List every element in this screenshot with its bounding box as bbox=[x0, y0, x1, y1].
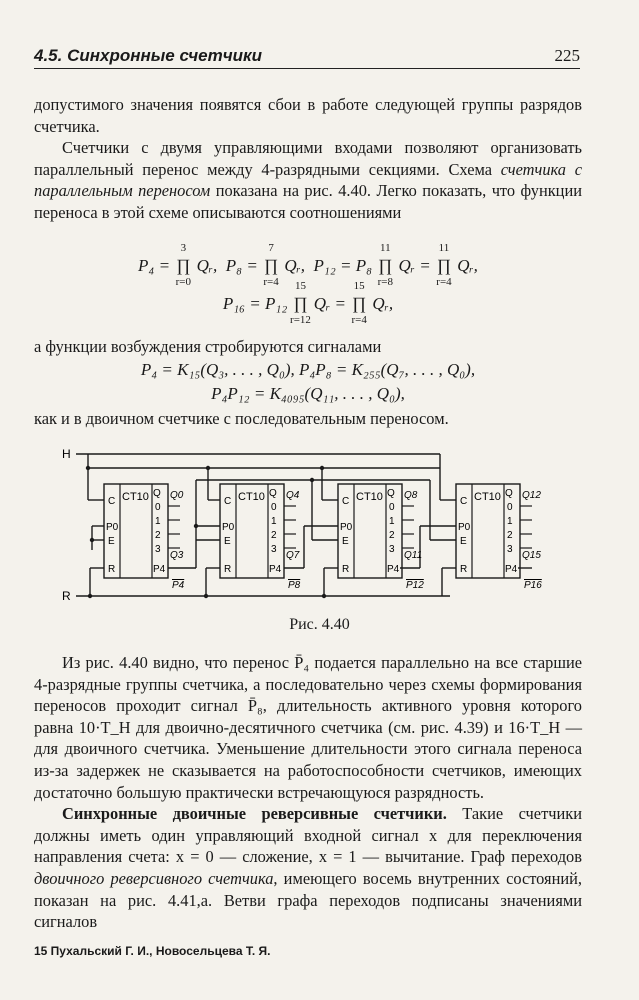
pin-q-label: Q bbox=[387, 488, 395, 499]
output-bit-label: 0 bbox=[507, 502, 513, 513]
paragraph-2-emphasis: счетчика с параллельным переносом bbox=[34, 159, 582, 201]
carry-output-label: P12 bbox=[406, 580, 424, 591]
eq-p8: P₈ = bbox=[225, 256, 258, 275]
header-title: 4.5. Синхронные счетчики bbox=[34, 46, 263, 65]
pin-r-label: R bbox=[224, 564, 232, 575]
product-symbol: ∏ 7 r=4 bbox=[262, 256, 280, 276]
prod-lower: r=4 bbox=[351, 314, 367, 326]
output-bit-label: 1 bbox=[271, 516, 277, 527]
output-bit-label: 2 bbox=[507, 530, 513, 541]
output-q-bottom-label: Q11 bbox=[404, 550, 423, 561]
prod-lower: r=4 bbox=[263, 276, 279, 288]
paragraph-1: допустимого значения появятся сбои в работе следующей группы разрядов счетчика. bbox=[34, 95, 582, 136]
prod-upper: 15 bbox=[294, 280, 306, 292]
eq-q: Qᵣ = bbox=[313, 294, 346, 313]
paragraph-6-text: Такие счетчики должны иметь один управляющий входной сигнал x для переключения направления счета: x = 0 — сложение, x = 1 — вычитание. Граф переходов bbox=[34, 804, 582, 867]
output-bit-label: 0 bbox=[271, 502, 277, 513]
pin-q-label: Q bbox=[269, 488, 277, 499]
product-symbol: ∏ 3 r=0 bbox=[174, 256, 192, 276]
prod-upper: 3 bbox=[180, 242, 187, 254]
pin-p4-label: P4 bbox=[387, 564, 400, 575]
pin-p4-label: P4 bbox=[269, 564, 282, 575]
eq-p16: P₁₆ = P₁₂ bbox=[222, 294, 288, 313]
pin-c-label: C bbox=[460, 496, 468, 507]
eq-q: Qᵣ = bbox=[398, 256, 431, 275]
pin-q-label: Q bbox=[153, 488, 161, 499]
input-h-label: H bbox=[62, 447, 71, 461]
carry-output-label: P4 bbox=[172, 580, 185, 591]
prod-upper: 11 bbox=[438, 242, 450, 254]
body-text-bottom bbox=[34, 652, 582, 933]
eq-p4: P₄ = bbox=[138, 256, 171, 275]
pin-c-label: C bbox=[342, 496, 350, 507]
paragraph-4: как и в двоичном счетчике с последовательным переносом. bbox=[34, 409, 449, 428]
figure-caption: Рис. 4.40 bbox=[289, 616, 350, 633]
equation-line-2: P₄P₁₂ = K₄₀₉₅(Q₁₁, . . . , Q₀), bbox=[211, 384, 405, 403]
prod-lower: r=4 bbox=[436, 276, 452, 288]
paragraph-6-text-end: , имеющего восемь внутренних состояний, показан на рис. 4.41,a. Ветви графа переходов подписаны значениями сигналов bbox=[34, 868, 582, 932]
pin-e-label: E bbox=[342, 536, 349, 547]
paragraph-6-emphasis: двоичного реверсивного счетчика bbox=[34, 868, 274, 888]
product-symbol: ∏ 11 r=4 bbox=[435, 256, 453, 276]
output-q-top-label: Q4 bbox=[286, 490, 300, 501]
output-bit-label: 2 bbox=[271, 530, 277, 541]
pin-c-label: C bbox=[108, 496, 116, 507]
carry-output-label: P8 bbox=[288, 580, 301, 591]
product-symbol: ∏ 15 r=4 bbox=[350, 294, 368, 314]
eq-q: Qᵣ, bbox=[284, 256, 306, 275]
running-header bbox=[34, 46, 580, 69]
pin-c-label: C bbox=[224, 496, 232, 507]
pin-r-label: R bbox=[460, 564, 468, 575]
eq-q: Qᵣ, bbox=[457, 256, 478, 275]
section-heading: Синхронные двоичные реверсивные счетчики. bbox=[62, 804, 447, 824]
pin-e-label: E bbox=[460, 536, 467, 547]
body-text-top bbox=[34, 94, 582, 224]
equation-block-1 bbox=[34, 242, 582, 330]
equation-block-2 bbox=[34, 360, 582, 408]
chip-label: CT10 bbox=[356, 491, 383, 503]
output-bit-label: 3 bbox=[389, 544, 395, 555]
paragraph-2-text-end: показана на рис. 4.40. Легко показать, что функции переноса в этой схеме описываются соотношениями bbox=[34, 181, 582, 222]
prod-lower: r=0 bbox=[175, 276, 192, 288]
pin-p0-label: P0 bbox=[458, 522, 471, 533]
output-bit-label: 1 bbox=[155, 516, 161, 527]
product-symbol: ∏ 15 r=12 bbox=[291, 294, 309, 314]
pin-e-label: E bbox=[224, 536, 231, 547]
paragraph-2 bbox=[34, 137, 582, 223]
pin-p0-label: P0 bbox=[106, 522, 119, 533]
paragraph-5: Из рис. 4.40 видно, что перенос P̄₄ подается параллельно на все старшие 4-разрядные группы счетчика, а последовательно через схемы формирования переносов проходит сигнал P̄₈, длительность активного уровня которого равна 10·T_H для двоично-десятичного счетчика (см. рис. 4.39) и 16·T_H — для двоичного счетчика. Уменьшение длительности этого сигнала переноса из-за задержек не сказывается на работоспособности счетчиков, имеющих достаточно большую практически встречающуюся разрядность. bbox=[34, 653, 582, 802]
output-bit-label: 1 bbox=[389, 516, 395, 527]
paragraph-3: а функции возбуждения стробируются сигналами bbox=[34, 337, 382, 356]
eq-q: Qᵣ, bbox=[196, 256, 218, 275]
output-bit-label: 3 bbox=[507, 544, 513, 555]
paragraph-6 bbox=[34, 803, 582, 933]
prod-upper: 15 bbox=[353, 280, 365, 292]
pin-p4-label: P4 bbox=[505, 564, 518, 575]
pin-p0-label: P0 bbox=[222, 522, 235, 533]
chip-label: CT10 bbox=[474, 491, 501, 503]
circuit-diagram bbox=[0, 440, 639, 610]
output-q-top-label: Q12 bbox=[522, 490, 541, 501]
output-bit-label: 3 bbox=[271, 544, 277, 555]
output-bit-label: 2 bbox=[155, 530, 161, 541]
page-number: 225 bbox=[554, 46, 580, 65]
output-bit-label: 2 bbox=[389, 530, 395, 541]
paragraph-2-text: Счетчики с двумя управляющими входами позволяют организовать параллельный перенос между 4-разрядными секциями. Схема bbox=[34, 138, 582, 179]
eq-p12: P₁₂ = P₈ bbox=[313, 256, 373, 275]
pin-p4-label: P4 bbox=[153, 564, 166, 575]
output-q-bottom-label: Q15 bbox=[522, 550, 541, 561]
input-r-label: R bbox=[62, 589, 71, 603]
output-q-bottom-label: Q7 bbox=[286, 550, 300, 561]
output-bit-label: 0 bbox=[155, 502, 161, 513]
output-bit-label: 3 bbox=[155, 544, 161, 555]
output-q-top-label: Q8 bbox=[404, 490, 418, 501]
eq-q: Qᵣ, bbox=[372, 294, 394, 313]
prod-upper: 11 bbox=[379, 242, 391, 254]
carry-output-label: P16 bbox=[524, 580, 542, 591]
product-symbol: ∏ 11 r=8 bbox=[376, 256, 394, 276]
footer-signature: 15 Пухальский Г. И., Новосельцева Т. Я. bbox=[34, 944, 271, 958]
pin-p0-label: P0 bbox=[340, 522, 353, 533]
prod-upper: 7 bbox=[268, 242, 274, 254]
prod-lower: r=12 bbox=[290, 314, 311, 326]
pin-r-label: R bbox=[108, 564, 116, 575]
chip-label: CT10 bbox=[122, 491, 149, 503]
prod-lower: r=8 bbox=[377, 276, 393, 288]
pin-e-label: E bbox=[108, 536, 115, 547]
output-q-bottom-label: Q3 bbox=[170, 550, 184, 561]
output-q-top-label: Q0 bbox=[170, 490, 184, 501]
output-bit-label: 0 bbox=[389, 502, 395, 513]
chip-label: CT10 bbox=[238, 491, 265, 503]
equation-line-1: P₄ = K₁₅(Q₃, . . . , Q₀), P₄P₈ = K₂₅₅(Q₇, . . . , Q₀), bbox=[140, 360, 476, 379]
output-bit-label: 1 bbox=[507, 516, 513, 527]
pin-q-label: Q bbox=[505, 488, 513, 499]
pin-r-label: R bbox=[342, 564, 350, 575]
